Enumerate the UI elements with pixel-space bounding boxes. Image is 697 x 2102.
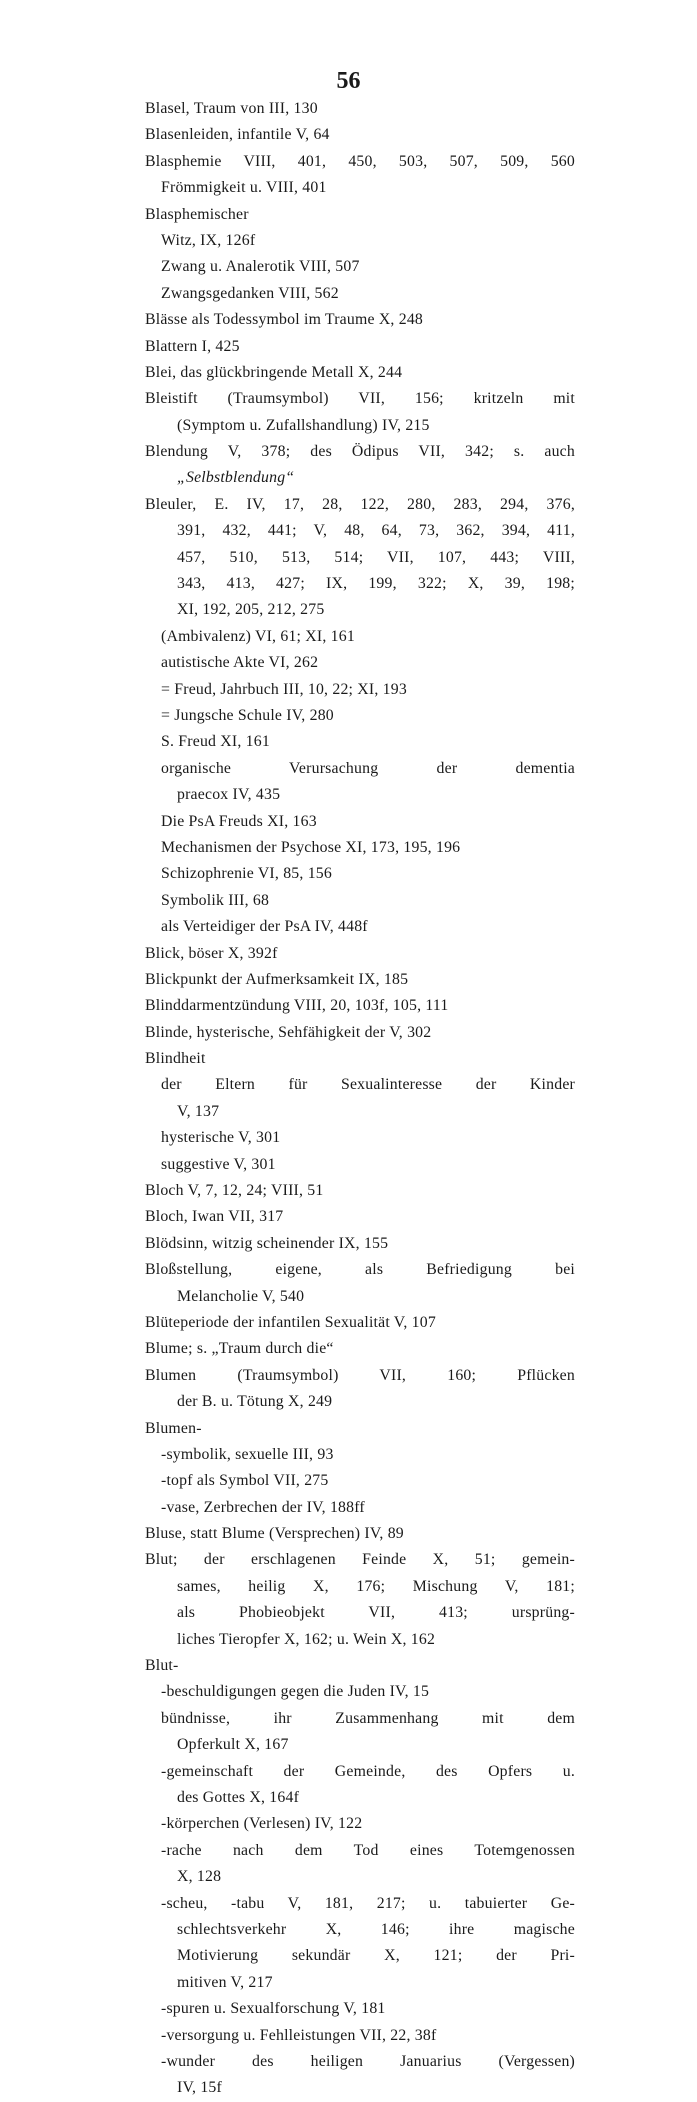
index-line: Blattern I, 425	[145, 337, 240, 355]
index-line: -vase, Zerbrechen der IV, 188ff	[161, 1498, 365, 1516]
index-line: Blindheit	[145, 1050, 206, 1068]
index-line: mitiven V, 217	[177, 1973, 273, 1991]
index-line: Blässe als Todessymbol im Traume X, 248	[145, 311, 424, 329]
index-line: V, 137	[177, 1102, 220, 1120]
index-line: Blei, das glückbringende Metall X, 244	[145, 363, 403, 381]
index-line: (Ambivalenz) VI, 61; XI, 161	[161, 627, 355, 645]
index-line: Blumen (Traumsymbol) VII, 160; Pflücken	[145, 1366, 575, 1384]
index-line: liches Tieropfer X, 162; u. Wein X, 162	[177, 1630, 436, 1648]
index-line: -rache nach dem Tod eines Totemgenossen	[161, 1841, 575, 1859]
index-line: Mechanismen der Psychose XI, 173, 195, 196	[161, 838, 461, 856]
index-line: Melancholie V, 540	[177, 1287, 305, 1305]
index-line: sames, heilig X, 176; Mischung V, 181;	[177, 1577, 575, 1595]
index-line: Bloßstellung, eigene, als Befriedigung bei	[145, 1261, 575, 1279]
index-line: hysterische V, 301	[161, 1129, 281, 1147]
index-line: Blüteperiode der infantilen Sexualität V, 107	[145, 1313, 436, 1331]
index-line: Bloch V, 7, 12, 24; VIII, 51	[145, 1182, 324, 1200]
index-line: -körperchen (Verlesen) IV, 122	[161, 1815, 363, 1833]
index-line: Blume; s. „Traum durch die“	[145, 1340, 334, 1358]
index-line: schlechtsverkehr X, 146; ihre magische	[177, 1920, 575, 1938]
index-line: Blut; der erschlagenen Feinde X, 51; gemein-	[145, 1551, 575, 1569]
index-line: -scheu, -tabu V, 181, 217; u. tabuierter Ge-	[161, 1894, 575, 1912]
index-line: Die PsA Freuds XI, 163	[161, 812, 317, 830]
index-line: bündnisse, ihr Zusammenhang mit dem	[161, 1709, 575, 1727]
index-line: Witz, IX, 126f	[161, 231, 256, 249]
index-line: Blasenleiden, infantile V, 64	[145, 126, 330, 144]
index-line: „Selbstblendung“	[177, 469, 295, 487]
page-number: 56	[336, 68, 361, 94]
index-line: -symbolik, sexuelle III, 93	[161, 1445, 334, 1463]
index-line: XI, 192, 205, 212, 275	[177, 601, 325, 619]
index-line: organische Verursachung der dementia	[161, 759, 575, 777]
index-line: IV, 15f	[177, 2079, 222, 2097]
index-line: Blasphemischer	[145, 205, 249, 223]
index-line: Blickpunkt der Aufmerksamkeit IX, 185	[145, 970, 409, 988]
index-line: -wunder des heiligen Januarius (Vergessen)	[161, 2052, 575, 2070]
index-line: 457, 510, 513, 514; VII, 107, 443; VIII,	[177, 548, 575, 566]
index-line: der B. u. Tötung X, 249	[177, 1393, 333, 1411]
index-line: X, 128	[177, 1868, 222, 1886]
index-line: (Symptom u. Zufallshandlung) IV, 215	[177, 416, 430, 434]
index-line: 343, 413, 427; IX, 199, 322; X, 39, 198;	[177, 575, 575, 593]
index-line: als Phobieobjekt VII, 413; ursprüng-	[177, 1604, 575, 1622]
index-line: -topf als Symbol VII, 275	[161, 1472, 329, 1490]
index-column	[145, 96, 575, 2102]
index-line: Motivierung sekundär X, 121; der Pri-	[177, 1947, 575, 1965]
index-line: -gemeinschaft der Gemeinde, des Opfers u.	[161, 1762, 575, 1780]
index-line: praecox IV, 435	[177, 786, 281, 804]
index-line: als Verteidiger der PsA IV, 448f	[161, 918, 368, 936]
index-line: Blinddarmentzündung VIII, 20, 103f, 105, 111	[145, 997, 449, 1015]
index-line: des Gottes X, 164f	[177, 1789, 300, 1806]
index-line: Blinde, hysterische, Sehfähigkeit der V, 302	[145, 1023, 432, 1041]
index-line: S. Freud XI, 161	[161, 733, 270, 751]
index-line: Blumen-	[145, 1419, 202, 1437]
index-line: Blick, böser X, 392f	[145, 944, 278, 962]
index-line: Opferkult X, 167	[177, 1736, 289, 1754]
index-line: Blut-	[145, 1657, 179, 1675]
index-line: Zwangsgedanken VIII, 562	[161, 284, 339, 302]
index-line: suggestive V, 301	[161, 1155, 276, 1173]
index-line: Bloch, Iwan VII, 317	[145, 1208, 284, 1226]
index-line: Blasel, Traum von III, 130	[145, 100, 318, 117]
index-line: Schizophrenie VI, 85, 156	[161, 865, 332, 883]
index-line: Symbolik III, 68	[161, 891, 270, 909]
index-line: Blasphemie VIII, 401, 450, 503, 507, 509, 560	[145, 152, 575, 170]
index-line: Frömmigkeit u. VIII, 401	[161, 179, 327, 197]
index-line: Bleistift (Traumsymbol) VII, 156; kritzeln mit	[145, 390, 575, 408]
index-line: = Jungsche Schule IV, 280	[161, 706, 334, 724]
index-line: = Freud, Jahrbuch III, 10, 22; XI, 193	[161, 680, 407, 698]
index-line: -versorgung u. Fehlleistungen VII, 22, 38f	[161, 2026, 437, 2044]
index-line: autistische Akte VI, 262	[161, 654, 319, 672]
index-line: 391, 432, 441; V, 48, 64, 73, 362, 394, 411,	[177, 522, 575, 540]
index-line: -spuren u. Sexualforschung V, 181	[161, 2000, 386, 2018]
index-line: Blödsinn, witzig scheinender IX, 155	[145, 1234, 389, 1252]
index-line: der Eltern für Sexualinteresse der Kinder	[161, 1076, 575, 1094]
index-line: Blendung V, 378; des Ödipus VII, 342; s. auch	[145, 443, 575, 461]
index-line: Zwang u. Analerotik VIII, 507	[161, 258, 360, 276]
index-line: Bluse, statt Blume (Versprechen) IV, 89	[145, 1525, 404, 1543]
index-line: -beschuldigungen gegen die Juden IV, 15	[161, 1683, 430, 1701]
index-line: Bleuler, E. IV, 17, 28, 122, 280, 283, 294, 376,	[145, 495, 575, 513]
